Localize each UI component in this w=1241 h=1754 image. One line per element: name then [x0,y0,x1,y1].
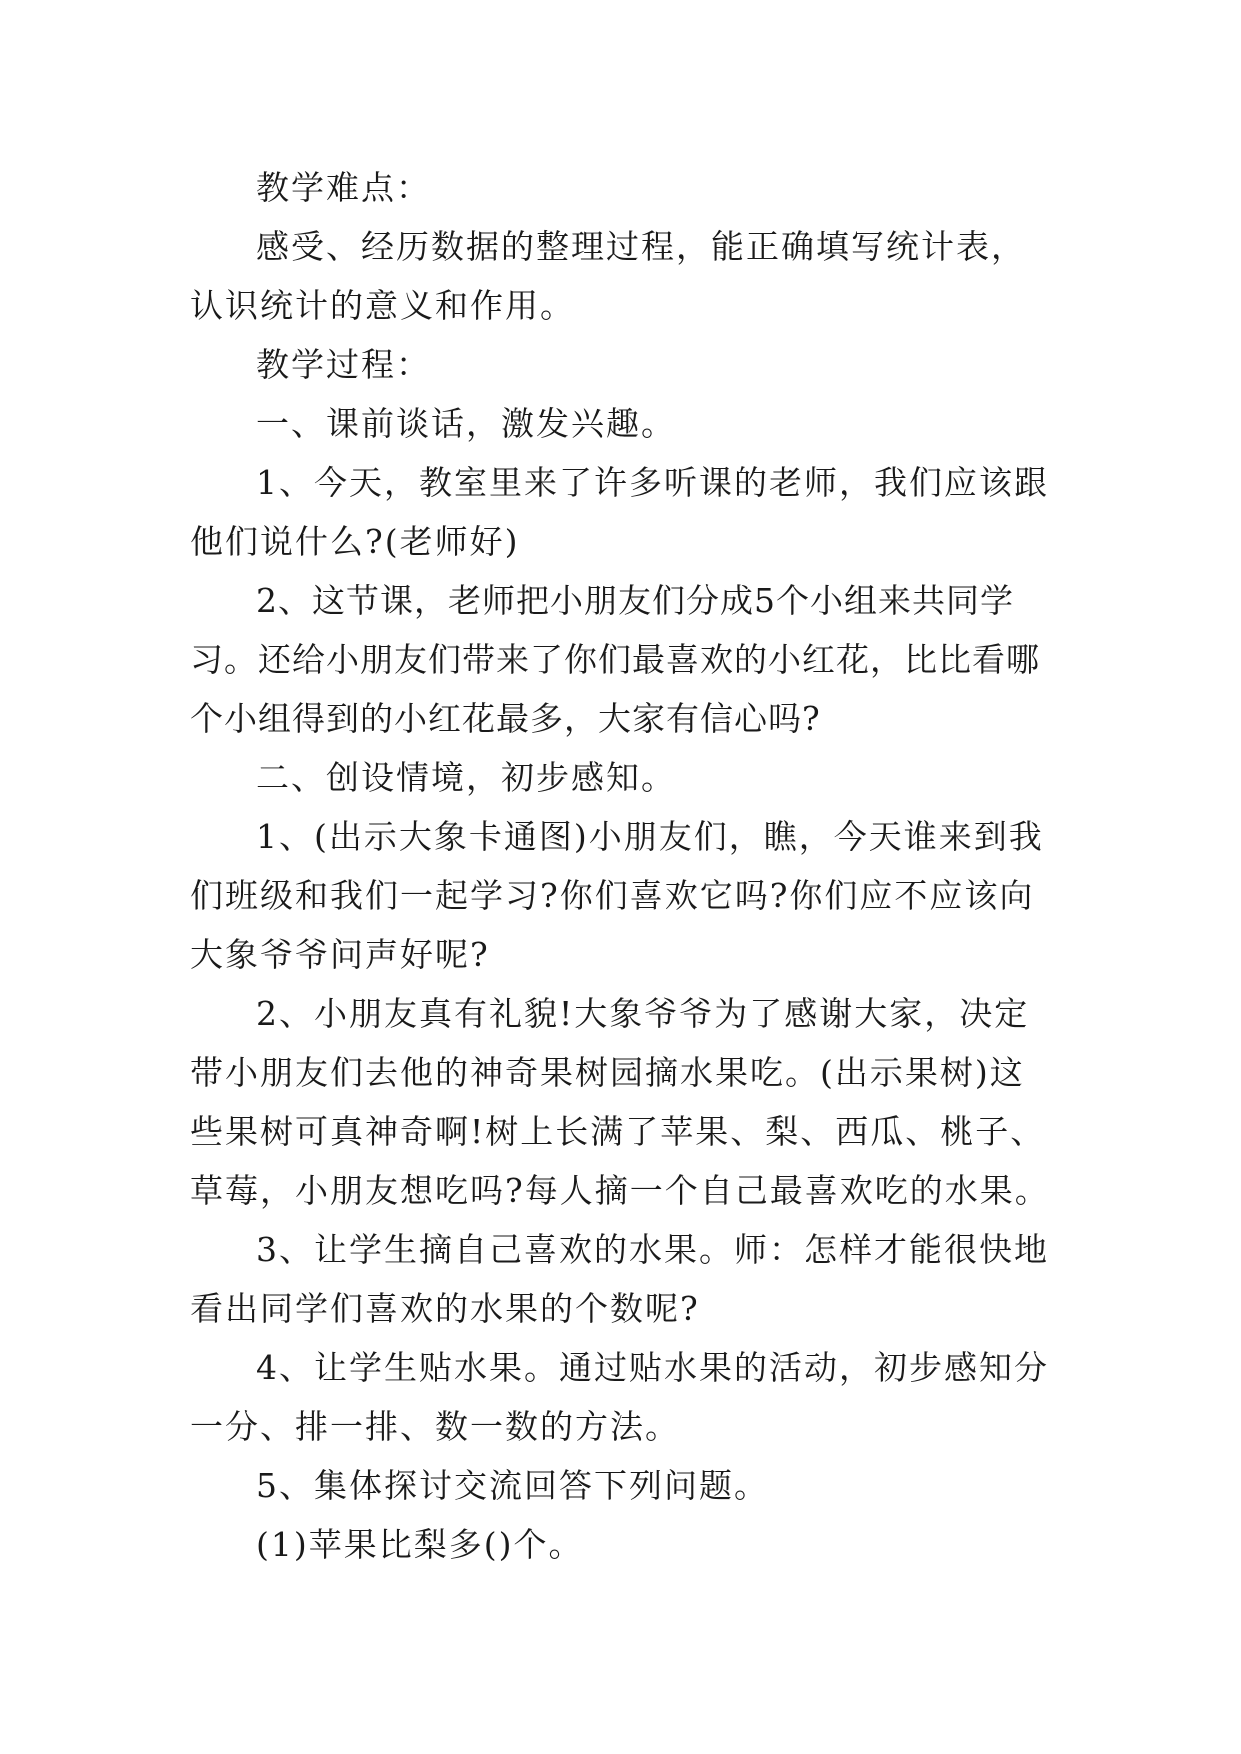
section-heading-1: 一、课前谈话，激发兴趣。 [256,404,676,443]
heading-teaching-difficulty: 教学难点： [256,168,431,207]
paragraph-difficulty-content: 感受、经历数据的整理过程，能正确填写统计表，认识统计的意义和作用。 [190,227,1026,325]
paragraph-step-2-2: 2、小朋友真有礼貌!大象爷爷为了感谢大家，决定带小朋友们去他的神奇果树园摘水果吃。(出示果树)这些果树可真神奇啊!树上长满了苹果、梨、西瓜、桃子、草莓，小朋友想吃吗?每人摘一个自己最喜欢吃的水果。 [190,994,1050,1210]
question-item-1: (1)苹果比梨多()个。 [256,1525,584,1564]
paragraph-step-1-2: 2、这节课，老师把小朋友们分成5个小组来共同学习。还给小朋友们带来了你们最喜欢的小红花，比比看哪个小组得到的小红花最多，大家有信心吗? [190,581,1040,738]
document-page [190,158,1052,1574]
section-heading-2: 二、创设情境，初步感知。 [256,758,676,797]
paragraph-step-2-4: 4、让学生贴水果。通过贴水果的活动，初步感知分一分、排一排、数一数的方法。 [190,1348,1049,1446]
paragraph-step-2-5: 5、集体探讨交流回答下列问题。 [256,1466,769,1505]
heading-teaching-process: 教学过程： [256,345,431,384]
paragraph-step-2-3: 3、让学生摘自己喜欢的水果。师：怎样才能很快地看出同学们喜欢的水果的个数呢? [190,1230,1049,1328]
paragraph-step-2-1: 1、(出示大象卡通图)小朋友们，瞧，今天谁来到我们班级和我们一起学习?你们喜欢它吗?你们应不应该向大象爷爷问声好呢? [190,817,1044,974]
paragraph-step-1-1: 1、今天，教室里来了许多听课的老师，我们应该跟他们说什么?(老师好) [190,463,1049,561]
